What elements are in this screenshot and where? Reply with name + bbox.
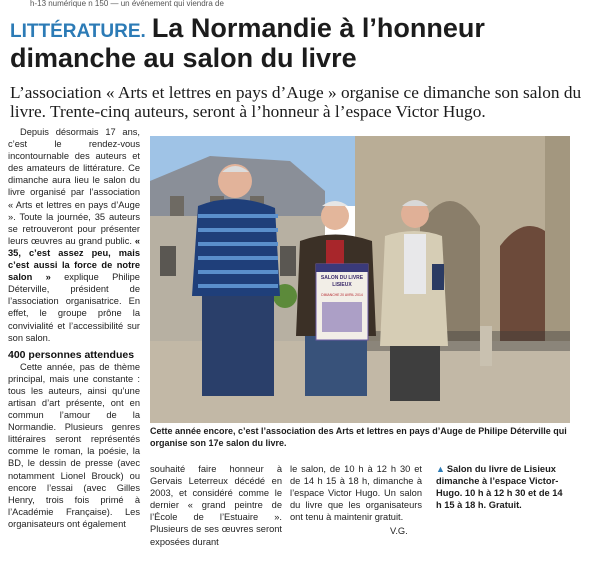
photo-illustration	[150, 136, 570, 423]
person-left-sweater	[192, 199, 280, 296]
person-left-jeans	[202, 296, 274, 396]
article-column-1	[8, 126, 140, 530]
photo-caption: Cette année encore, c’est l’association des Arts et lettres en pays d’Auge de Philipe Déterville qui organise son 17e salon du livre.	[150, 426, 567, 448]
info-box-text: Salon du livre de Lisieux dimanche à l’espace Victor-Hugo. 10 h à 12 h 30 et de 14 h 15 à 18 h. Gratuit.	[436, 464, 563, 510]
paragraph-2: Cette année, pas de thème principal, mais une constante : tous les auteurs, ainsi qu’une artisan d’art présente, ont en commun l’amour de la Normandie. Plusieurs genres littéraires seront représentés comme le roman, la poésie, la BD, le dessin de presse (avec notamment Lionel Brouck) ou encore l’essai (avec Gilles Henry, trois fois primé à l’Académie Française). Les organisateurs ont également	[8, 361, 140, 529]
bollard	[480, 326, 492, 366]
poster-city: LISIEUX	[332, 282, 352, 288]
person-middle-head	[321, 202, 349, 230]
headline-kicker: LITTÉRATURE.	[10, 21, 146, 42]
poster-title: SALON DU LIVRE	[320, 275, 364, 281]
p1-quote: « 35, c’est assez peu, mais c’est aussi la force de notre salon »	[8, 235, 140, 283]
triangle-icon: ▲	[436, 464, 445, 474]
article-column-2: souhaité faire honneur à Gervais Leterreux décédé en 2003, et considéré comme le dernier « grand peintre de l’École de l’Estuaire ». Plusieurs de ses œuvres seront exposées durant	[150, 464, 282, 547]
p1-after: explique Philipe Déterville, président de l’association organisatrice. En effet, le groupe prône la convivialité et l’accessibilité sur son salon.	[8, 272, 140, 343]
subhead: 400 personnes attendues	[8, 348, 135, 361]
book	[432, 264, 444, 290]
article-dek: L’association « Arts et lettres en pays d’Auge » organise ce dimanche son salon du livre. Trente-cinq auteurs, seront à l’honneur à l’espace Victor Hugo.	[10, 83, 582, 121]
top-strip: h-13 numérique n 150 — un événement qui viendra de	[30, 0, 224, 8]
headline-title: La Normandie à l’honneur dimanche au salon du livre	[10, 13, 485, 73]
author-signature: V.G.	[390, 526, 408, 536]
info-box	[436, 463, 566, 511]
p1-before: Depuis désormais 17 ans, c’est le rendez-vous incontournable des auteurs et des amateurs de littérature. Ce dimanche aura lieu le salon du livre organisé par l’association « Arts et lettres en pays d’Auge ». Toute la journée, 35 auteurs se retrouveront pour présenter leurs œuvres au grand public.	[8, 127, 140, 246]
headline	[10, 15, 610, 72]
paragraph-1	[8, 126, 140, 344]
poster-date: DIMANCHE 20 AVRIL 2014	[321, 293, 363, 297]
article-column-3: le salon, de 10 h à 12 h 30 et de 14 h 15 à 18 h, dimanche à l’espace Victor Hugo. Un salon du livre que les organisateurs ont tenu à maintenir gratuit.	[290, 464, 422, 523]
article-photo	[150, 136, 570, 423]
